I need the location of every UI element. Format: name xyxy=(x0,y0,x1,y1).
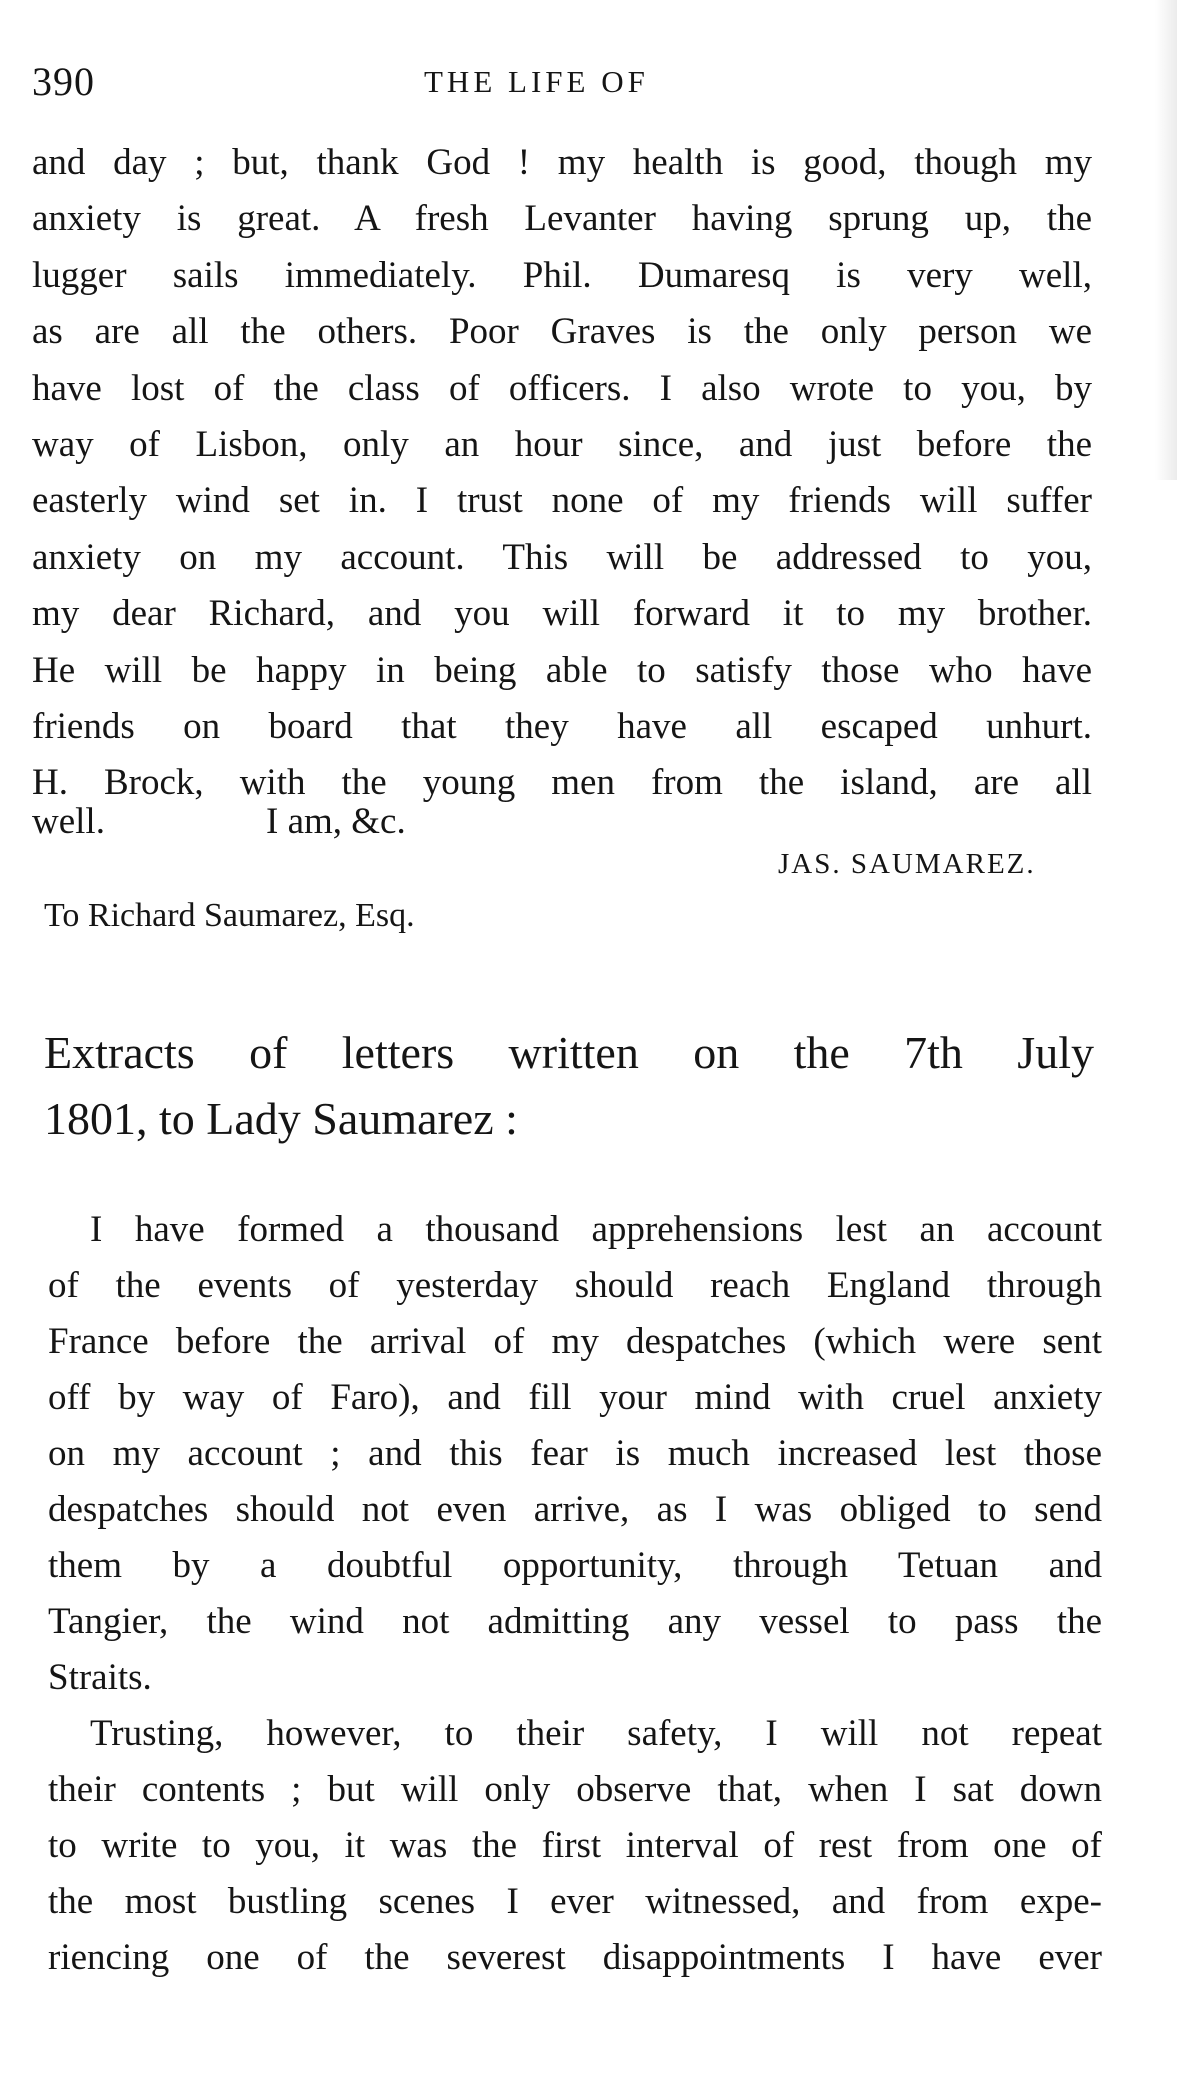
text-line: them by a doubtful opportunity, through Tetuan and xyxy=(48,1545,1102,1586)
text-line: France before the arrival of my despatches (which were sent xyxy=(48,1321,1102,1362)
closing-phrase: I am, &c. xyxy=(266,801,406,842)
text-line: and day ; but, thank God ! my health is good, though my xyxy=(32,142,1092,183)
text-line: off by way of Faro), and fill your mind with cruel anxiety xyxy=(48,1377,1102,1418)
running-title: THE LIFE OF xyxy=(424,64,649,99)
text-line: way of Lisbon, only an hour since, and just before the xyxy=(32,424,1092,466)
text-line: lugger sails immediately. Phil. Dumaresq is very well, xyxy=(32,254,1092,296)
text-line: on my account ; and this fear is much increased lest those xyxy=(48,1433,1102,1474)
text-line: friends on board that they have all escaped unhurt. xyxy=(32,706,1092,748)
text-line: I have formed a thousand apprehensions lest an account xyxy=(90,1209,1102,1250)
text-line: despatches should not even arrive, as I was obliged to send xyxy=(48,1489,1102,1530)
page-number: 390 xyxy=(32,59,95,104)
addressee: To Richard Saumarez, Esq. xyxy=(44,897,415,934)
signature: JAS. SAUMAREZ. xyxy=(778,848,1036,880)
letter-body xyxy=(32,135,1092,812)
heading-line: 1801, to Lady Saumarez : xyxy=(44,1093,518,1144)
extract-body xyxy=(48,1202,1102,1986)
text-line: easterly wind set in. I trust none of my friends will suffer xyxy=(32,480,1092,522)
text-line: my dear Richard, and you will forward it to my brother. xyxy=(32,593,1092,635)
text-line: He will be happy in being able to satisfy those who have xyxy=(32,649,1092,691)
text-line: the most bustling scenes I ever witnessed, and from expe- xyxy=(48,1881,1102,1922)
page-edge-shadow xyxy=(1155,0,1177,480)
text-line: anxiety on my account. This will be addressed to you, xyxy=(32,536,1092,578)
section-heading xyxy=(44,1020,1094,1152)
text-line: H. Brock, with the young men from the island, are all xyxy=(32,762,1092,804)
text-line: Straits. xyxy=(48,1657,152,1698)
text-line: their contents ; but will only observe that, when I sat down xyxy=(48,1769,1102,1810)
text-line: anxiety is great. A fresh Levanter having sprung up, the xyxy=(32,198,1092,240)
text-line: of the events of yesterday should reach England through xyxy=(48,1265,1102,1306)
text-line: have lost of the class of officers. I also wrote to you, by xyxy=(32,367,1092,409)
text-line: Trusting, however, to their safety, I will not repeat xyxy=(90,1713,1102,1754)
text-line: riencing one of the severest disappointments I have ever xyxy=(48,1937,1102,1978)
running-header xyxy=(32,58,1092,108)
text-line: Tangier, the wind not admitting any vessel to pass the xyxy=(48,1601,1102,1642)
text-line: to write to you, it was the first interval of rest from one of xyxy=(48,1825,1102,1866)
closing-word: well. xyxy=(32,801,105,842)
paragraph-2 xyxy=(48,1706,1102,1986)
heading-line: Extracts of letters written on the 7th July xyxy=(44,1027,1094,1078)
paragraph-1 xyxy=(48,1202,1102,1706)
text-line: as are all the others. Poor Graves is the only person we xyxy=(32,311,1092,353)
